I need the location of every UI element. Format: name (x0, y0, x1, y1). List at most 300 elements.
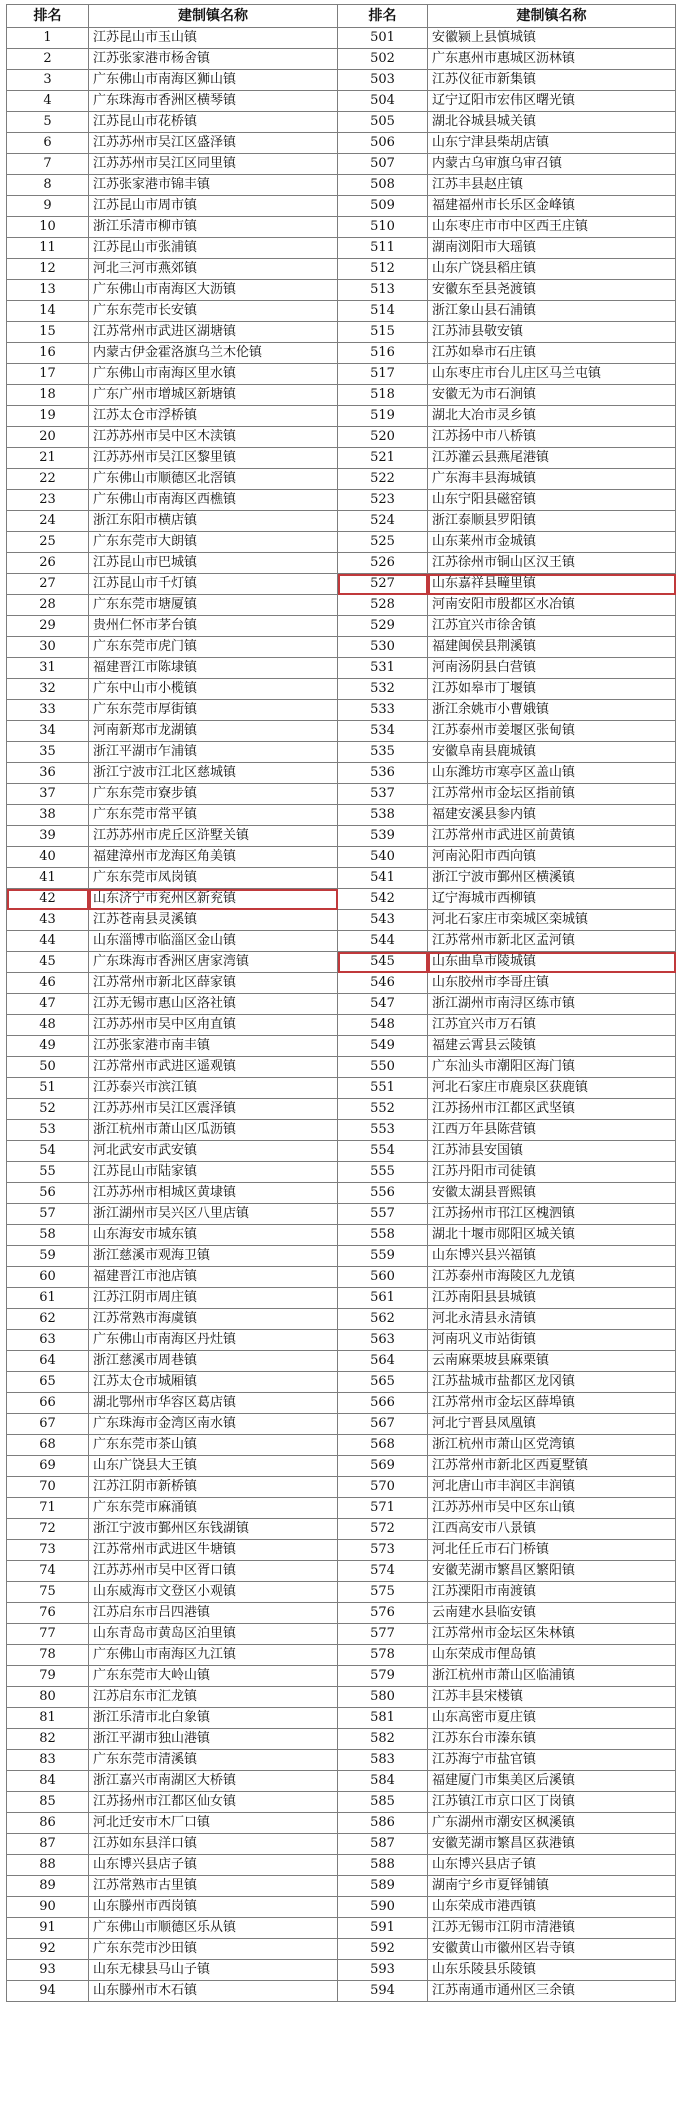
rank-cell-right: 522 (338, 469, 428, 490)
table-row (7, 1099, 676, 1120)
rank-cell-left: 57 (7, 1204, 89, 1225)
rank-cell-right: 553 (338, 1120, 428, 1141)
rank-cell-left: 71 (7, 1498, 89, 1519)
table-row (7, 931, 676, 952)
town-cell-right: 湖南宁乡市夏铎铺镇 (428, 1876, 676, 1897)
rank-cell-right: 580 (338, 1687, 428, 1708)
town-header-right: 建制镇名称 (428, 5, 676, 28)
table-row (7, 70, 676, 91)
rank-cell-left: 13 (7, 280, 89, 301)
rank-cell-right: 543 (338, 910, 428, 931)
town-cell-left: 山东威海市文登区小观镇 (89, 1582, 338, 1603)
table-row (7, 259, 676, 280)
rank-cell-right: 517 (338, 364, 428, 385)
town-cell-left: 广东佛山市南海区狮山镇 (89, 70, 338, 91)
table-row (7, 1792, 676, 1813)
rank-cell-right: 586 (338, 1813, 428, 1834)
table-row (7, 490, 676, 511)
rank-cell-left: 92 (7, 1939, 89, 1960)
town-cell-left: 广东广州市增城区新塘镇 (89, 385, 338, 406)
town-cell-right: 内蒙古乌审旗乌审召镇 (428, 154, 676, 175)
table-row (7, 1834, 676, 1855)
table-row (7, 280, 676, 301)
rank-cell-right: 532 (338, 679, 428, 700)
rank-cell-right: 527 (338, 574, 428, 595)
rank-cell-left: 45 (7, 952, 89, 973)
town-cell-right: 河北石家庄市栾城区栾城镇 (428, 910, 676, 931)
table-row (7, 658, 676, 679)
rank-cell-right: 585 (338, 1792, 428, 1813)
rank-cell-right: 558 (338, 1225, 428, 1246)
rank-cell-left: 39 (7, 826, 89, 847)
town-cell-right: 安徽东至县尧渡镇 (428, 280, 676, 301)
rank-cell-right: 557 (338, 1204, 428, 1225)
town-cell-right: 福建厦门市集美区后溪镇 (428, 1771, 676, 1792)
rank-cell-right: 549 (338, 1036, 428, 1057)
rank-cell-right: 563 (338, 1330, 428, 1351)
town-cell-right: 浙江杭州市萧山区党湾镇 (428, 1435, 676, 1456)
rank-cell-right: 564 (338, 1351, 428, 1372)
town-cell-right: 云南建水县临安镇 (428, 1603, 676, 1624)
rank-cell-left: 16 (7, 343, 89, 364)
town-cell-right: 浙江泰顺县罗阳镇 (428, 511, 676, 532)
table-row (7, 1456, 676, 1477)
rank-cell-left: 91 (7, 1918, 89, 1939)
table-row (7, 28, 676, 49)
town-cell-left: 浙江平湖市独山港镇 (89, 1729, 338, 1750)
town-cell-right: 福建闽侯县荆溪镇 (428, 637, 676, 658)
rank-cell-left: 38 (7, 805, 89, 826)
rank-cell-right: 587 (338, 1834, 428, 1855)
table-row (7, 1729, 676, 1750)
town-cell-right: 河南沁阳市西向镇 (428, 847, 676, 868)
table-row (7, 952, 676, 973)
rank-cell-left: 7 (7, 154, 89, 175)
rank-cell-right: 579 (338, 1666, 428, 1687)
town-cell-right: 江苏徐州市铜山区汉王镇 (428, 553, 676, 574)
table-row (7, 385, 676, 406)
table-row (7, 91, 676, 112)
table-row (7, 301, 676, 322)
rank-cell-right: 588 (338, 1855, 428, 1876)
rank-cell-left: 82 (7, 1729, 89, 1750)
rank-cell-left: 64 (7, 1351, 89, 1372)
town-cell-left: 江苏无锡市惠山区洛社镇 (89, 994, 338, 1015)
town-cell-left: 福建晋江市陈埭镇 (89, 658, 338, 679)
town-cell-right: 江苏常州市武进区前黄镇 (428, 826, 676, 847)
rank-cell-left: 60 (7, 1267, 89, 1288)
town-cell-left: 广东东莞市沙田镇 (89, 1939, 338, 1960)
town-cell-left: 江苏泰兴市滨江镇 (89, 1078, 338, 1099)
rank-cell-left: 81 (7, 1708, 89, 1729)
table-row (7, 196, 676, 217)
rank-cell-left: 18 (7, 385, 89, 406)
rank-cell-right: 554 (338, 1141, 428, 1162)
town-cell-left: 浙江平湖市乍浦镇 (89, 742, 338, 763)
rank-cell-left: 30 (7, 637, 89, 658)
rank-cell-left: 1 (7, 28, 89, 49)
table-row (7, 700, 676, 721)
town-cell-left: 江苏苏州市吴江区黎里镇 (89, 448, 338, 469)
rank-cell-left: 14 (7, 301, 89, 322)
rank-cell-right: 537 (338, 784, 428, 805)
rank-cell-right: 535 (338, 742, 428, 763)
town-cell-left: 浙江杭州市萧山区瓜沥镇 (89, 1120, 338, 1141)
table-row (7, 616, 676, 637)
town-cell-right: 山东宁津县柴胡店镇 (428, 133, 676, 154)
table-row (7, 973, 676, 994)
town-cell-left: 江苏昆山市巴城镇 (89, 553, 338, 574)
town-cell-right: 江苏沛县敬安镇 (428, 322, 676, 343)
town-cell-left: 江苏昆山市张浦镇 (89, 238, 338, 259)
rank-cell-right: 561 (338, 1288, 428, 1309)
table-row (7, 1141, 676, 1162)
rank-cell-right: 504 (338, 91, 428, 112)
table-row (7, 1393, 676, 1414)
town-cell-left: 广东东莞市大朗镇 (89, 532, 338, 553)
town-cell-right: 山东博兴县店子镇 (428, 1855, 676, 1876)
town-cell-right: 山东嘉祥县疃里镇 (428, 574, 676, 595)
rank-cell-left: 63 (7, 1330, 89, 1351)
rank-cell-right: 547 (338, 994, 428, 1015)
rank-cell-right: 566 (338, 1393, 428, 1414)
rank-cell-left: 51 (7, 1078, 89, 1099)
rank-cell-left: 74 (7, 1561, 89, 1582)
town-cell-right: 河北任丘市石门桥镇 (428, 1540, 676, 1561)
town-cell-right: 安徽黄山市徽州区岩寺镇 (428, 1939, 676, 1960)
rank-cell-right: 593 (338, 1960, 428, 1981)
rank-cell-left: 56 (7, 1183, 89, 1204)
town-cell-left: 江苏常州市武进区牛塘镇 (89, 1540, 338, 1561)
town-cell-left: 江苏昆山市陆家镇 (89, 1162, 338, 1183)
rank-cell-left: 6 (7, 133, 89, 154)
town-cell-right: 福建云霄县云陵镇 (428, 1036, 676, 1057)
town-cell-left: 河北三河市燕郊镇 (89, 259, 338, 280)
table-row (7, 553, 676, 574)
town-cell-left: 江苏苏州市吴中区甪直镇 (89, 1015, 338, 1036)
town-cell-left: 江苏昆山市玉山镇 (89, 28, 338, 49)
town-cell-left: 江苏昆山市花桥镇 (89, 112, 338, 133)
rank-cell-left: 8 (7, 175, 89, 196)
town-cell-left: 山东广饶县大王镇 (89, 1456, 338, 1477)
town-cell-left: 浙江乐清市柳市镇 (89, 217, 338, 238)
table-row (7, 448, 676, 469)
town-cell-left: 福建晋江市池店镇 (89, 1267, 338, 1288)
rank-cell-left: 4 (7, 91, 89, 112)
rank-cell-right: 515 (338, 322, 428, 343)
town-cell-right: 山东广饶县稻庄镇 (428, 259, 676, 280)
town-cell-right: 江苏常州市金坛区薛埠镇 (428, 1393, 676, 1414)
table-header-row (7, 5, 676, 28)
town-cell-right: 江苏东台市溱东镇 (428, 1729, 676, 1750)
town-cell-right: 江苏仪征市新集镇 (428, 70, 676, 91)
rank-cell-left: 73 (7, 1540, 89, 1561)
table-row (7, 1603, 676, 1624)
town-cell-left: 江苏启东市汇龙镇 (89, 1687, 338, 1708)
town-cell-left: 江苏常州市新北区薛家镇 (89, 973, 338, 994)
town-cell-left: 江苏太仓市浮桥镇 (89, 406, 338, 427)
table-row (7, 1666, 676, 1687)
town-cell-right: 江苏灌云县燕尾港镇 (428, 448, 676, 469)
town-cell-left: 广东佛山市南海区西樵镇 (89, 490, 338, 511)
rank-cell-left: 65 (7, 1372, 89, 1393)
town-cell-left: 江苏常熟市古里镇 (89, 1876, 338, 1897)
table-row (7, 1918, 676, 1939)
town-cell-right: 河南安阳市殷都区水冶镇 (428, 595, 676, 616)
rank-cell-left: 20 (7, 427, 89, 448)
table-row (7, 112, 676, 133)
town-cell-right: 广东惠州市惠城区沥林镇 (428, 49, 676, 70)
town-cell-right: 江苏溧阳市南渡镇 (428, 1582, 676, 1603)
town-cell-right: 山东高密市夏庄镇 (428, 1708, 676, 1729)
rank-cell-left: 67 (7, 1414, 89, 1435)
table-row (7, 1645, 676, 1666)
town-cell-right: 江苏海宁市盐官镇 (428, 1750, 676, 1771)
rank-cell-right: 594 (338, 1981, 428, 2002)
rank-header-right: 排名 (338, 5, 428, 28)
rank-cell-left: 33 (7, 700, 89, 721)
town-cell-right: 河北唐山市丰润区丰润镇 (428, 1477, 676, 1498)
table-row (7, 1414, 676, 1435)
table-row (7, 1498, 676, 1519)
rank-cell-right: 541 (338, 868, 428, 889)
table-row (7, 1120, 676, 1141)
town-cell-right: 山东潍坊市寒亭区盖山镇 (428, 763, 676, 784)
rank-cell-right: 540 (338, 847, 428, 868)
town-cell-left: 广东东莞市虎门镇 (89, 637, 338, 658)
rank-cell-right: 552 (338, 1099, 428, 1120)
rank-cell-right: 511 (338, 238, 428, 259)
table-row (7, 721, 676, 742)
rank-cell-right: 568 (338, 1435, 428, 1456)
rank-cell-left: 47 (7, 994, 89, 1015)
rank-cell-left: 28 (7, 595, 89, 616)
rank-cell-left: 79 (7, 1666, 89, 1687)
rank-cell-right: 544 (338, 931, 428, 952)
town-cell-right: 安徽颍上县慎城镇 (428, 28, 676, 49)
table-row (7, 1351, 676, 1372)
rank-cell-right: 575 (338, 1582, 428, 1603)
rank-cell-left: 9 (7, 196, 89, 217)
town-cell-left: 河北迁安市木厂口镇 (89, 1813, 338, 1834)
rank-cell-left: 90 (7, 1897, 89, 1918)
table-row (7, 826, 676, 847)
town-cell-right: 湖北十堰市郧阳区城关镇 (428, 1225, 676, 1246)
table-row (7, 742, 676, 763)
table-row (7, 868, 676, 889)
town-cell-right: 江苏宜兴市徐舍镇 (428, 616, 676, 637)
table-row (7, 406, 676, 427)
town-cell-left: 广东东莞市寮步镇 (89, 784, 338, 805)
rank-cell-right: 510 (338, 217, 428, 238)
town-cell-right: 山东宁阳县磁窑镇 (428, 490, 676, 511)
town-cell-right: 安徽阜南县鹿城镇 (428, 742, 676, 763)
town-cell-left: 山东无棣县马山子镇 (89, 1960, 338, 1981)
rank-cell-left: 3 (7, 70, 89, 91)
town-cell-right: 江苏丰县赵庄镇 (428, 175, 676, 196)
rank-cell-right: 503 (338, 70, 428, 91)
town-cell-left: 江苏苏州市虎丘区浒墅关镇 (89, 826, 338, 847)
town-cell-right: 江苏泰州市姜堰区张甸镇 (428, 721, 676, 742)
town-cell-right: 江苏泰州市海陵区九龙镇 (428, 1267, 676, 1288)
town-cell-left: 广东东莞市厚街镇 (89, 700, 338, 721)
town-cell-left: 广东东莞市茶山镇 (89, 1435, 338, 1456)
table-row (7, 1540, 676, 1561)
town-cell-left: 广东佛山市南海区里水镇 (89, 364, 338, 385)
rank-cell-left: 21 (7, 448, 89, 469)
town-cell-left: 江苏苏州市相城区黄埭镇 (89, 1183, 338, 1204)
rank-cell-left: 23 (7, 490, 89, 511)
town-cell-left: 江苏昆山市周市镇 (89, 196, 338, 217)
rank-cell-right: 567 (338, 1414, 428, 1435)
rank-cell-right: 573 (338, 1540, 428, 1561)
table-row (7, 343, 676, 364)
town-cell-right: 安徽太湖县晋熙镇 (428, 1183, 676, 1204)
town-cell-left: 广东佛山市南海区大沥镇 (89, 280, 338, 301)
table-row (7, 217, 676, 238)
town-cell-right: 江苏宜兴市万石镇 (428, 1015, 676, 1036)
town-cell-right: 浙江余姚市小曹娥镇 (428, 700, 676, 721)
town-cell-left: 广东东莞市大岭山镇 (89, 1666, 338, 1687)
town-cell-left: 广东中山市小榄镇 (89, 679, 338, 700)
town-cell-left: 贵州仁怀市茅台镇 (89, 616, 338, 637)
rank-cell-left: 76 (7, 1603, 89, 1624)
rank-cell-left: 89 (7, 1876, 89, 1897)
table-row (7, 1204, 676, 1225)
town-cell-left: 江苏苍南县灵溪镇 (89, 910, 338, 931)
table-row (7, 784, 676, 805)
town-cell-left: 浙江宁波市江北区慈城镇 (89, 763, 338, 784)
table-row (7, 1582, 676, 1603)
rank-cell-left: 42 (7, 889, 89, 910)
town-cell-right: 安徽芜湖市繁昌区繁阳镇 (428, 1561, 676, 1582)
rank-cell-right: 576 (338, 1603, 428, 1624)
rank-cell-right: 572 (338, 1519, 428, 1540)
town-cell-left: 广东佛山市南海区九江镇 (89, 1645, 338, 1666)
town-cell-right: 江苏丰县宋楼镇 (428, 1687, 676, 1708)
table-row (7, 1897, 676, 1918)
rank-cell-right: 546 (338, 973, 428, 994)
town-cell-left: 江苏启东市吕四港镇 (89, 1603, 338, 1624)
town-cell-right: 湖北大冶市灵乡镇 (428, 406, 676, 427)
table-row (7, 1687, 676, 1708)
rank-cell-right: 581 (338, 1708, 428, 1729)
rank-cell-left: 24 (7, 511, 89, 532)
town-cell-left: 广东佛山市顺德区乐从镇 (89, 1918, 338, 1939)
town-cell-left: 福建漳州市龙海区角美镇 (89, 847, 338, 868)
table-row (7, 532, 676, 553)
town-cell-right: 山东乐陵县乐陵镇 (428, 1960, 676, 1981)
town-cell-left: 广东东莞市清溪镇 (89, 1750, 338, 1771)
table-row (7, 154, 676, 175)
rank-cell-left: 59 (7, 1246, 89, 1267)
table-row (7, 1246, 676, 1267)
table-row (7, 679, 676, 700)
table-row (7, 511, 676, 532)
table-row (7, 1561, 676, 1582)
rank-cell-left: 2 (7, 49, 89, 70)
rank-cell-right: 560 (338, 1267, 428, 1288)
town-cell-left: 江苏常州市武进区湖塘镇 (89, 322, 338, 343)
town-cell-left: 江苏苏州市吴中区胥口镇 (89, 1561, 338, 1582)
town-cell-right: 山东枣庄市台儿庄区马兰屯镇 (428, 364, 676, 385)
town-cell-right: 江苏常州市新北区西夏墅镇 (428, 1456, 676, 1477)
rank-cell-left: 50 (7, 1057, 89, 1078)
table-row (7, 1981, 676, 2002)
rank-cell-left: 70 (7, 1477, 89, 1498)
table-row (7, 595, 676, 616)
rank-cell-right: 578 (338, 1645, 428, 1666)
rank-cell-right: 502 (338, 49, 428, 70)
town-cell-right: 江苏常州市金坛区朱林镇 (428, 1624, 676, 1645)
town-cell-right: 山东荣成市俚岛镇 (428, 1645, 676, 1666)
table-row (7, 238, 676, 259)
town-cell-right: 安徽芜湖市繁昌区荻港镇 (428, 1834, 676, 1855)
table-row (7, 1519, 676, 1540)
rank-cell-right: 520 (338, 427, 428, 448)
rank-cell-left: 43 (7, 910, 89, 931)
town-cell-right: 浙江象山县石浦镇 (428, 301, 676, 322)
rank-cell-right: 518 (338, 385, 428, 406)
town-cell-right: 江苏无锡市江阴市清港镇 (428, 1918, 676, 1939)
table-row (7, 1225, 676, 1246)
town-cell-right: 江苏南通市通州区三余镇 (428, 1981, 676, 2002)
town-cell-left: 广东东莞市常平镇 (89, 805, 338, 826)
rank-cell-left: 10 (7, 217, 89, 238)
rank-cell-right: 548 (338, 1015, 428, 1036)
rank-cell-right: 592 (338, 1939, 428, 1960)
table-row (7, 994, 676, 1015)
town-cell-left: 江苏如东县洋口镇 (89, 1834, 338, 1855)
rank-cell-left: 53 (7, 1120, 89, 1141)
town-cell-right: 广东海丰县海城镇 (428, 469, 676, 490)
rank-cell-right: 577 (338, 1624, 428, 1645)
town-cell-left: 山东青岛市黄岛区泊里镇 (89, 1624, 338, 1645)
rank-cell-left: 37 (7, 784, 89, 805)
town-cell-left: 江苏苏州市吴江区盛泽镇 (89, 133, 338, 154)
rank-header-left: 排名 (7, 5, 89, 28)
rank-cell-left: 78 (7, 1645, 89, 1666)
table-row (7, 1267, 676, 1288)
rank-cell-right: 562 (338, 1309, 428, 1330)
town-cell-right: 福建安溪县参内镇 (428, 805, 676, 826)
rank-cell-left: 61 (7, 1288, 89, 1309)
town-cell-left: 广东东莞市麻涌镇 (89, 1498, 338, 1519)
table-row (7, 1813, 676, 1834)
rank-cell-right: 536 (338, 763, 428, 784)
rank-cell-left: 49 (7, 1036, 89, 1057)
town-cell-right: 山东博兴县兴福镇 (428, 1246, 676, 1267)
table-row (7, 1708, 676, 1729)
rank-cell-left: 86 (7, 1813, 89, 1834)
rank-cell-left: 46 (7, 973, 89, 994)
town-cell-left: 江苏苏州市吴江区震泽镇 (89, 1099, 338, 1120)
rank-cell-right: 512 (338, 259, 428, 280)
rank-cell-left: 17 (7, 364, 89, 385)
town-cell-left: 山东济宁市兖州区新兖镇 (89, 889, 338, 910)
table-row (7, 805, 676, 826)
rank-cell-right: 550 (338, 1057, 428, 1078)
rank-cell-right: 589 (338, 1876, 428, 1897)
table-row (7, 1771, 676, 1792)
town-cell-left: 山东博兴县店子镇 (89, 1855, 338, 1876)
rank-cell-left: 48 (7, 1015, 89, 1036)
town-cell-left: 河北武安市武安镇 (89, 1141, 338, 1162)
town-cell-right: 江苏如皋市丁堰镇 (428, 679, 676, 700)
rank-cell-left: 19 (7, 406, 89, 427)
table-row (7, 322, 676, 343)
town-cell-left: 湖北鄂州市华容区葛店镇 (89, 1393, 338, 1414)
